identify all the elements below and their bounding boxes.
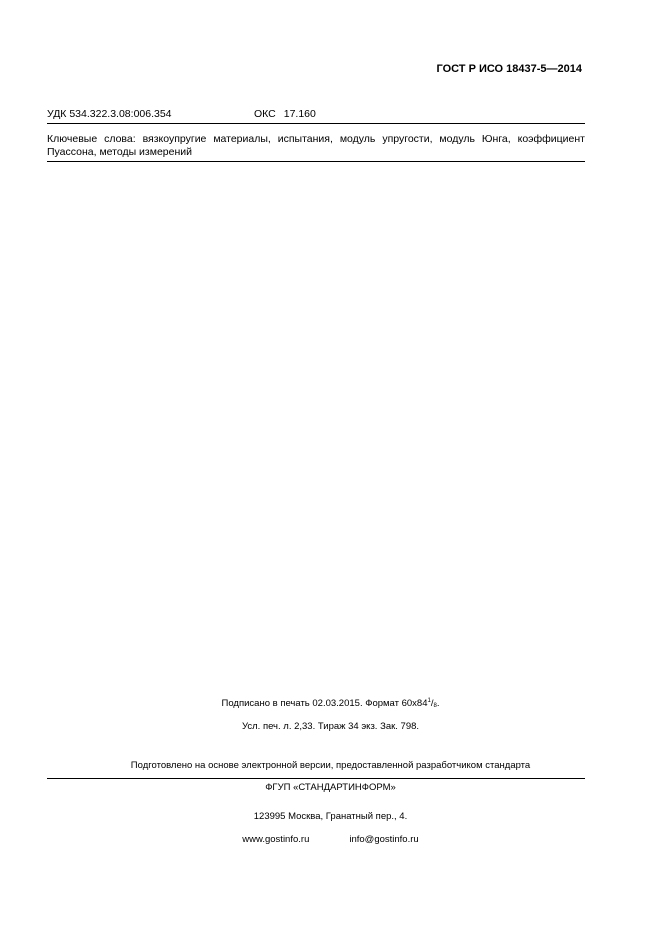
oks-label: ОКС [254,108,276,120]
prepared-note: Подготовлено на основе электронной версии, предоставленной разработчиком стандарта [130,760,531,771]
format-separator: / [430,698,434,709]
email-link[interactable]: info@gostinfo.ru [349,834,419,845]
print-info: Усл. печ. л. 2,33. Тираж 34 экз. Зак. 798. [241,721,420,732]
format-numerator: 1 [427,698,431,704]
standard-code: ГОСТ Р ИСО 18437-5—2014 [436,63,582,75]
format-denominator: 8 [433,703,437,709]
keywords-divider [47,161,585,162]
top-divider [47,123,585,124]
oks-classification [254,108,316,120]
udk-code: УДК 534.322.3.08:006.354 [47,108,172,120]
website-link[interactable]: www.gostinfo.ru [242,834,310,845]
signed-prefix: Подписано в печать 02.03.2015. Формат 60x84 [221,698,428,709]
signed-for-print [0,698,661,709]
footer-divider [47,778,585,779]
format-end: . [436,698,440,709]
publisher-contacts [0,834,661,845]
publisher-address: 123995 Москва, Гранатный пер., 4. [253,811,408,822]
publisher-name: ФГУП «СТАНДАРТИНФОРМ» [265,782,396,793]
oks-code: 17.160 [283,108,316,120]
keywords-text: Ключевые слова: вязкоупругие материалы, испытания, модуль упругости, модуль Юнга, коэффициент Пуассона, методы измерений [47,133,585,158]
